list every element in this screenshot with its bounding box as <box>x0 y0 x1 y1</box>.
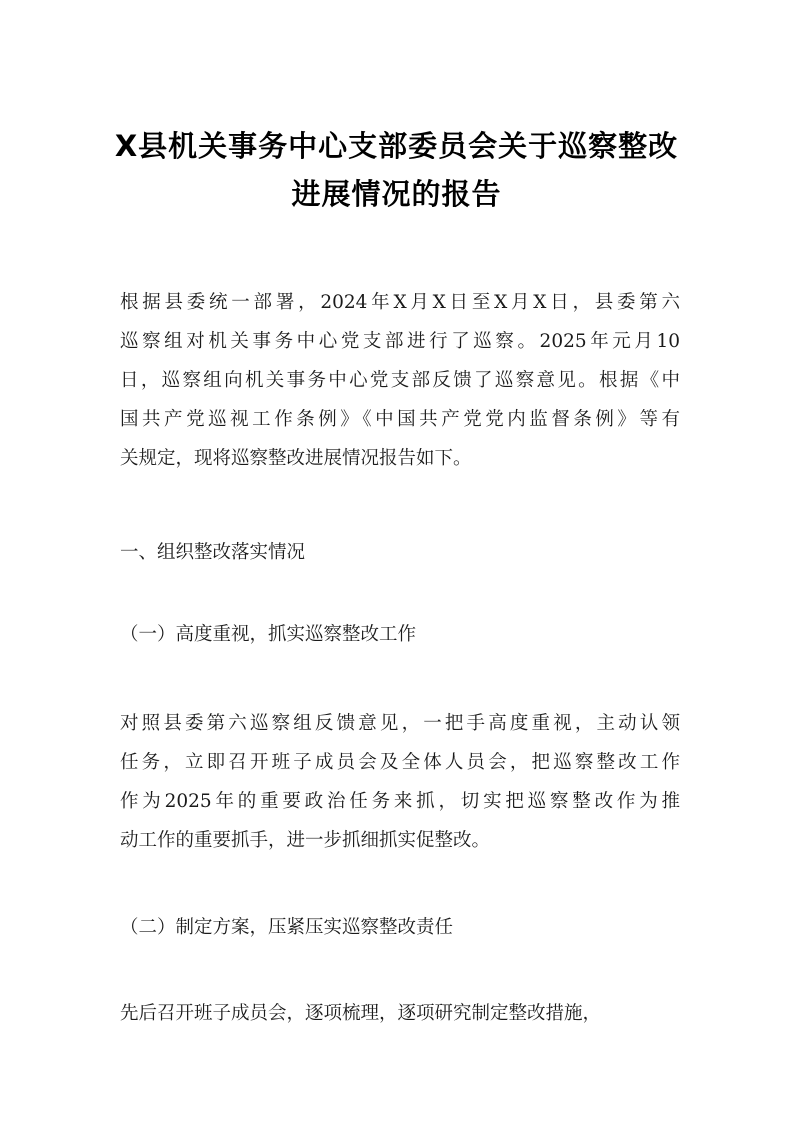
subsection-2-heading: （二）制定方案，压紧压实巡察整改责任 <box>120 917 454 938</box>
sub1-line-4: 动工作的重要抓手，进一步抓细抓实促整改。 <box>120 830 491 851</box>
intro-line-4: 国共产党巡视工作条例》《中国共产党党内监督条例》等有 <box>120 409 680 430</box>
subsection-1-heading: （一）高度重视，抓实巡察整改工作 <box>120 624 417 645</box>
subsection-2-paragraph <box>120 994 680 1033</box>
sub1-line-1: 对照县委第六巡察组反馈意见，一把手高度重视，主动认领 <box>120 713 680 734</box>
intro-line-3: 日，巡察组向机关事务中心党支部反馈了巡察意见。根据《中 <box>120 370 680 391</box>
sub2-line-1: 先后召开班子成员会，逐项梳理，逐项研究制定整改措施， <box>120 1003 602 1024</box>
sub1-line-3: 作为2025年的重要政治任务来抓，切实把巡察整改作为推 <box>120 791 680 812</box>
intro-line-1: 根据县委统一部署，2024年X月X日至X月X日，县委第六 <box>120 292 680 313</box>
sub1-line-2: 任务，立即召开班子成员会及全体人员会，把巡察整改工作 <box>120 752 680 773</box>
subsection-1-paragraph <box>120 704 680 860</box>
intro-line-5: 关规定，现将巡察整改进展情况报告如下。 <box>120 448 472 469</box>
title-text-2: 进展情况的报告 <box>291 177 502 211</box>
document-title-line-1 <box>100 122 693 170</box>
intro-paragraph <box>120 283 680 478</box>
intro-line-2: 巡察组对机关事务中心党支部进行了巡察。2025年元月10 <box>120 331 680 352</box>
section-1-heading: 一、组织整改落实情况 <box>120 542 306 563</box>
title-text-1: X县机关事务中心支部委员会关于巡察整改 <box>114 129 679 163</box>
document-title-line-2 <box>100 170 693 218</box>
